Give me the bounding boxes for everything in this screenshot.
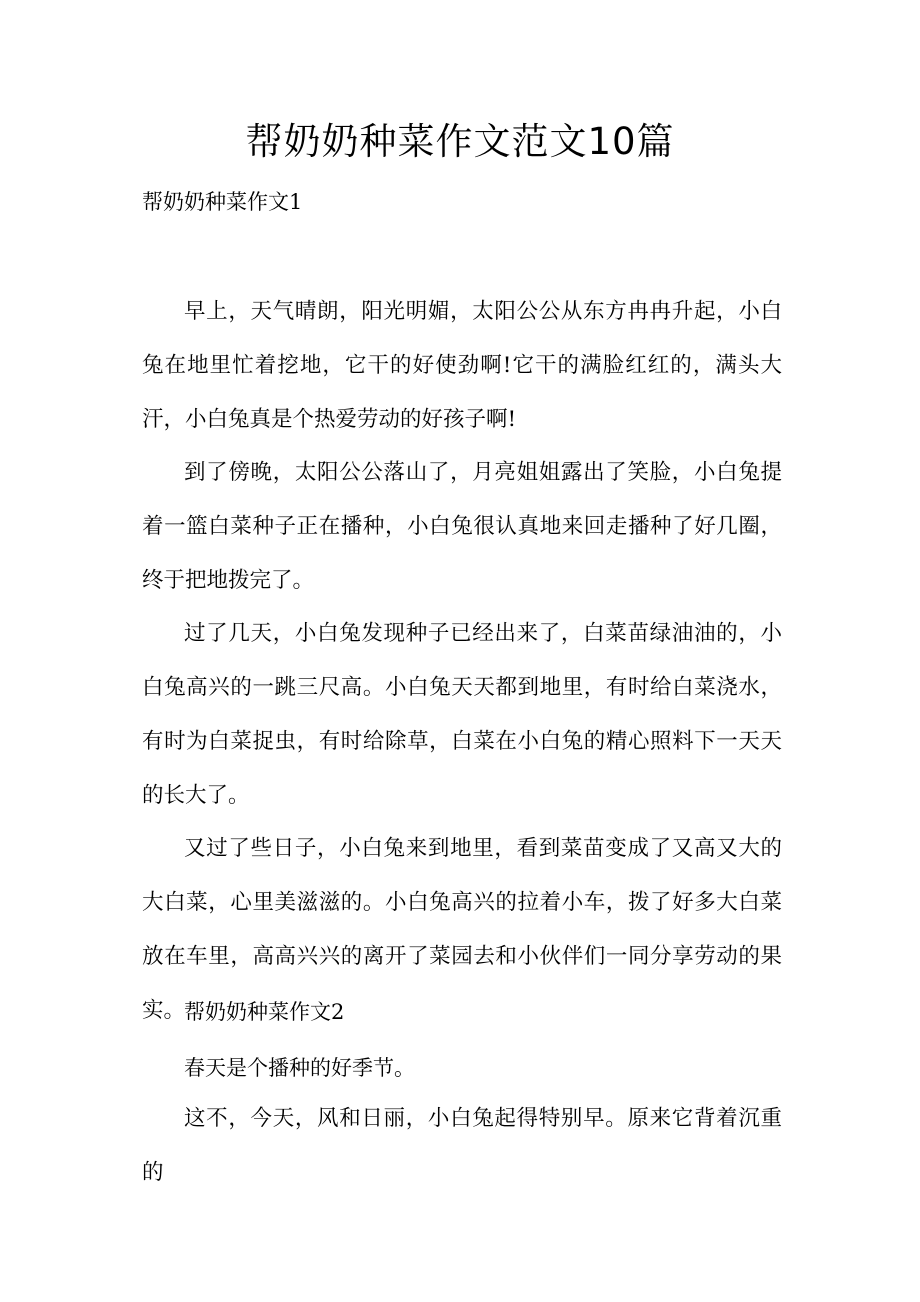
paragraph-3: 过了几天，小白兔发现种子已经出来了，白菜苗绿油油的，小白兔高兴的一跳三尺高。小白兔天天都到地里，有时给白菜浇水，有时为白菜捉虫，有时给除草，白菜在小白兔的精心照料下一天天的长大了。 — [142, 621, 782, 808]
document-title: 帮奶奶种菜作文范文10篇 — [245, 120, 675, 163]
section-1-heading: 帮奶奶种菜作文1 — [142, 190, 303, 214]
section-2-line-2: 这不，今天，风和日丽，小白兔起得特别早。原来它背着沉重的 — [142, 1106, 782, 1185]
section-2-heading: 帮奶奶种菜作文2 — [184, 1000, 345, 1024]
paragraph-2: 到了傍晚，太阳公公落山了，月亮姐姐露出了笑脸，小白兔提着一篮白菜种子正在播种，小白兔很认真地来回走播种了好几圈，终于把地拨完了。 — [142, 460, 782, 593]
paragraph-4: 又过了些日子，小白兔来到地里，看到菜苗变成了又高又大的大白菜，心里美滋滋的。小白兔高兴的拉着小车，拨了好多大白菜放在车里，高高兴兴的离开了菜园去和小伙伴们一同分享劳动的果实。 — [142, 836, 782, 1023]
section-2-line-1: 春天是个播种的好季节。 — [184, 1056, 415, 1080]
paragraph-1: 早上，天气晴朗，阳光明媚，太阳公公从东方冉冉升起，小白兔在地里忙着挖地，它干的好使劲啊!它干的满脸红红的，满头大汗，小白兔真是个热爱劳动的好孩子啊! — [142, 299, 782, 432]
